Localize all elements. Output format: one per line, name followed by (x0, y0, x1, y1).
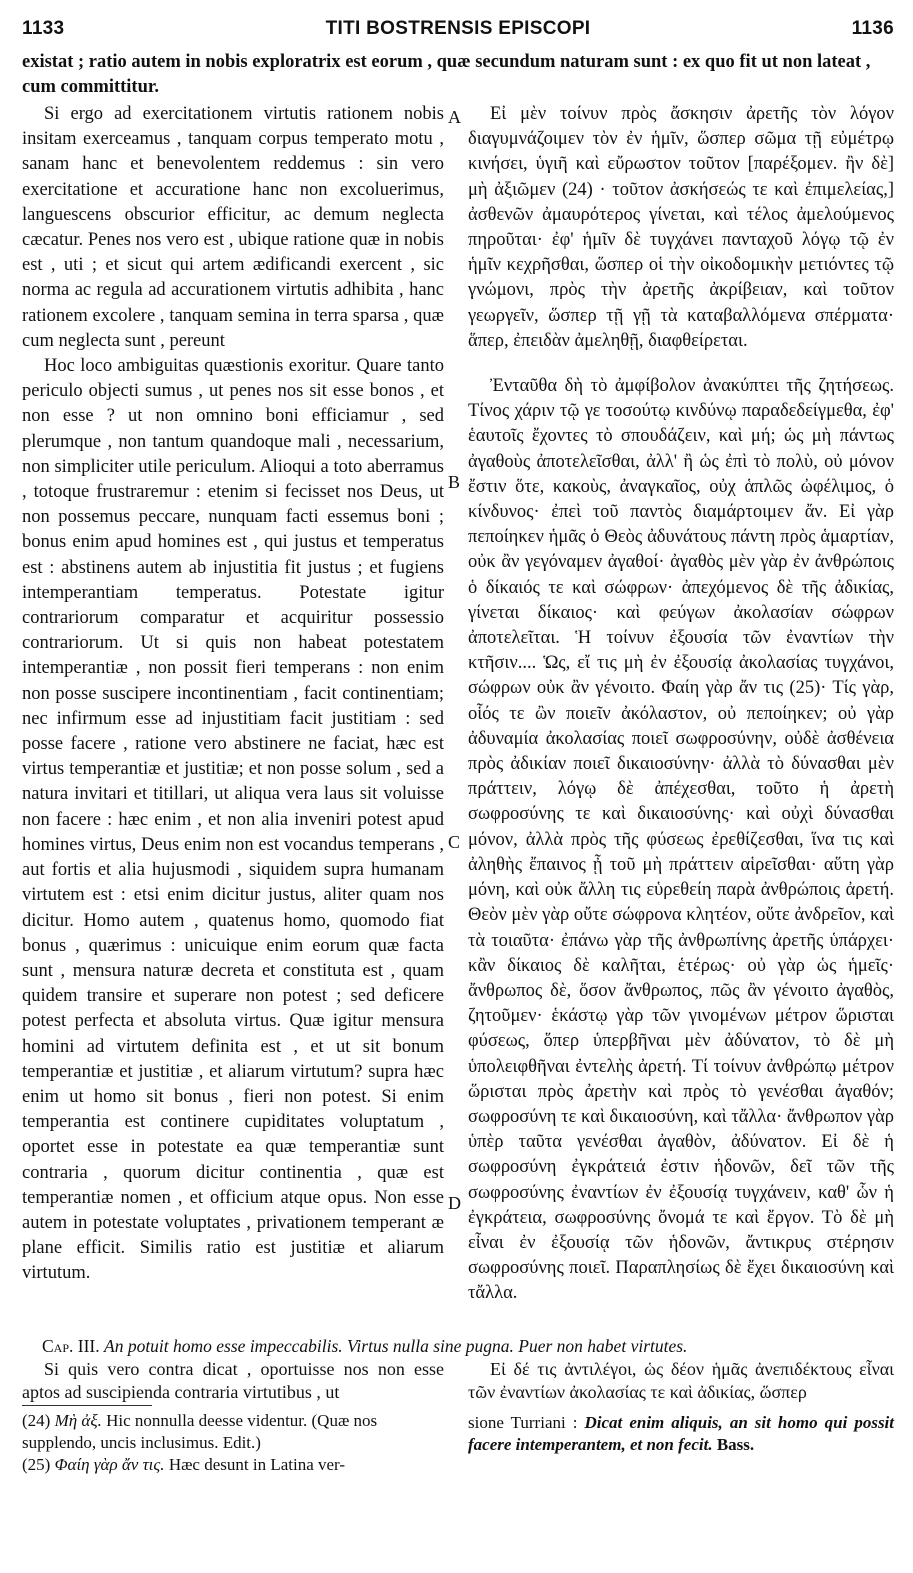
footnote-25-text: Hæc desunt in Latina ver- (168, 1455, 346, 1474)
greek-column (468, 102, 894, 1307)
chapter-label: Cap. III. (42, 1336, 100, 1356)
page-number-left: 1133 (22, 18, 65, 39)
greek-paragraph-1: Εἰ μὲν τοίνυν πρὸς ἄσκησιν ἀρετῆς τὸν λόγον διαγυμνάζοιμεν τὸν ἐν ἡμῖν, ὥσπερ σῶμα τῇ εὐμέτρῳ κινήσει, ὑγιῆ καὶ εὔρωστον τοῦτον [παρέξομεν. ἢν δὲ] μὴ ἀξιῶμεν (24) · τοῦτον ἀσκήσεώς τε καὶ ἐπιμελείας,] ἀσθενῶν ἀμαυρότερος γίνεται, καὶ τέλος ἀμελούμενος πηροῦται· ἐφ' ἡμῖν δὲ τυγχάνει πανταχοῦ λόγῳ τῷ ἐν ἡμῖν κεχρῆσθαι, ὥσπερ οἱ τὴν οἰκοδομικὴν μετιόντες τῷ γνώμονι, πρὸς τὴν ἀρετῆς ἀκρίβειαν, καὶ τοῦτον γεωργεῖν, ὥσπερ τῇ γῇ τὰ καταβαλλόμενα σπέρματα· ἅπερ, ἐπειδὰν ἀμεληθῇ, διαφθείρεται. (468, 104, 894, 351)
margin-letter-a: A (448, 107, 461, 127)
footnote-24-greek: Μὴ ἀξ. (54, 1411, 102, 1430)
latin-paragraph-1: Si ergo ad exercitationem virtutis rationem nobis insitam exerceamus , tanquam corpus temperato motu , sanam hanc et benevolentem reddemus : sin vero exercitatione et accuratione hanc non excoluerimus, languescens obscurior efficitur, ac demum neglecta cæcatur. Penes nos vero est , ubique ratione quæ in nobis est , uti ; et sicut qui artem ædificandi exercent , sic norma ac regula ad accurationem virtutis adhibita , hanc rationem excolere , tanquam semina in terra sparsa , quæ cum neglecta sunt , pereunt (22, 104, 444, 351)
margin-letter-b: B (448, 472, 461, 492)
footnotes-left (22, 1410, 452, 1476)
margin-letter-c: C (448, 832, 461, 852)
greek-after-caption (468, 1358, 894, 1404)
footnote-continuation: sione Turriani : (468, 1413, 578, 1432)
top-continuation-line: existat ; ratio autem in nobis exploratrix est eorum , quæ secundum naturam sunt : ex quo fit ut non lateat , cum committitur. (22, 52, 871, 97)
footnote-24-label: (24) (22, 1411, 51, 1430)
latin-column (22, 102, 444, 1287)
footnotes-right (468, 1412, 894, 1456)
greek-paragraph-2: Ἐνταῦθα δὴ τὸ ἀμφίβολον ἀνακύπτει τῆς ζητήσεως. Τίνος χάριν τῷ γε τοσούτῳ κινδύνῳ παραδεδείγμεθα, ἐφ' ἑαυτοῖς ἔχοντες τὸ σπουδάζειν, καὶ μή; ὡς μὴ πάντως ἀγαθοὺς ἀποτελεῖσθαι, ἀλλ' ἢ ὡς ἐπὶ τὸ πολὺ, οὐ μόνον ἔστιν ὅτε, κακοὺς, ἀναγκαῖος, οὐχ ἁπλῶς ὠφέλιμος, ὁ κίνδυνος· ἐπεὶ τοῦ παντὸς διαμάρτοιμεν ἄν. Εἰ γὰρ πεποίηκεν ἡμᾶς ὁ Θεὸς ἀδυνάτους πάντη πρὸς ἁμαρτίαν, οὐκ ἂν γεγόναμεν ἀγαθοί· ἀγαθὸς μὲν γὰρ ἐν ἀνθρώποις ὁ δίκαιός τε καὶ σώφρων· ἀπεχόμενος δὲ τῆς ἀδικίας, γίνεται δίκαιος· καὶ φεύγων ἀκολασίαν σώφρων ἀποτελεῖται. Ἡ τοίνυν ἐξουσία τῶν ἐναντίων τὴν κτῆσιν.... Ὡς, εἴ τις μὴ ἐν ἐξουσίᾳ ἀκολασίας τυγχάνοι, σώφρων οὐκ ἂν γένοιτο. Φαίη γὰρ ἄν τις (25)· Τίς γὰρ, οἷός τε ὢν ποιεῖν ἀκόλαστον, οὐ πεποίηκεν; οὐ γὰρ ἀδυναμία ἀκολασίας ποιεῖ σωφροσύνην, οὐδὲ ἀσθένεια πρὸς ἀδικίαν ποιεῖ δικαιοσύνην· ἀλλὰ τὸ δύνασθαι μὲν πράττειν, λόγῳ δὲ ἀπέχεσθαι, τοῦτο ἡ ἀρετὴ σωφροσύνης τε καὶ δικαιοσύνης· καὶ οὐχὶ δύνασθαι μόνον, ἀλλὰ πρὸς τῆς φύσεως ἐρεθίζεσθαι, ἵνα τις καὶ ἀληθὴς ἔπαινος ᾖ τοῦ μὴ πράττειν αἱρεῖσθαι· αὕτη γὰρ μόνη, καὶ οὐκ ἄλλη τις εὑρεθείη παρὰ ἀνθρώποις ἀρετή. Θεὸν μὲν γὰρ οὔτε σώφρονα κλητέον, οὔτε ἀνδρεῖον, καὶ τὰ τοιαῦτα· ἐπάνω γὰρ τῆς ἀνθρωπίνης ἀρετῆς ὑπάρχει· κἂν δίκαιος δὲ καλῆται, ἑτέρως· οὐ γὰρ ὡς ἡμεῖς· ἄνθρωπος δὲ, ὅσον ἄνθρωπος, πῶς ἂν γένοιτο ἀγαθὸς, ζητοῦμεν· ἑκάστῳ γὰρ τῶν γινομένων μέτρον ὥρισται φύσεως, ὅπερ ὑπερβῆναι μὲν ἀδύνατον, τὸ δὲ μὴ ὑπολειφθῆναι ἐντελὴς ἀρετή. Τί τοίνυν ἀνθρώπῳ μέτρον ὥρισται πρὸς ἀρετὴν καὶ πρὸς τὸ γενέσθαι ἀγαθόν; σωφροσύνη τε καὶ δικαιοσύνη, καὶ τἄλλα· ἄνθρωπον γὰρ ὑπὲρ ταῦτα γενέσθαι ἀγαθὸν, ἀδύνατον. Εἰ δὲ ἡ σωφροσύνη ἐγκράτειά ἐστιν ἡδονῶν, δεῖ τῶν τῆς σωφροσύνης ἐναντίων ἐν ἐξουσίᾳ τυγχάνειν, καθ' ὧν ἡ ἐγκράτεια, σωφροσύνης ὄνομά τε καὶ ἔργον. Τὸ δὲ μὴ εἶναι ἐν ἐξουσίᾳ τῶν ἡδονῶν, ἄντικρυς στέρησιν σωφροσύνης ποιεῖ. Παραπλησίως δὲ ἔχει δικαιοσύνη καὶ τἄλλα. (468, 376, 894, 1304)
page-number-right: 1136 (851, 18, 894, 39)
chapter-caption (42, 1334, 892, 1358)
latin-paragraph-3: Si quis vero contra dicat , oportuisse nos non esse aptos ad suscipienda contraria virtutibus , ut (22, 1359, 444, 1402)
footnote-rule (22, 1405, 152, 1406)
chapter-summary: An potuit homo esse impeccabilis. Virtus nulla sine pugna. Puer non habet virtutes. (104, 1336, 688, 1356)
latin-paragraph-2: Hoc loco ambiguitas quæstionis exoritur. Quare tanto periculo objecti sumus , ut penes nos sit esse bonos , et non esse ? ut non omnino boni efficiamur , sed plerumque , non tantum quandoque mali , necessarium, non simpliciter utile periculum. Alioqui a toto aberramus , totoque frustraremur : etenim si fecisset nos Deus, ut non possemus peccare, nunquam facti essemus boni ; bonus enim apud homines est , qui justus et temperatus est : abstinens autem ab injustitia fit justus ; et fugiens intemperantiam temperatus. Potestate igitur contrariorum comparatur et acquiritur possessio contrariorum. Ut si quis non habeat potestatem intemperantiæ , non possit fieri temperans : non enim non posse suscipere incontinentiam , facit continentiam; nec infirmum esse ad injustitiam facit justitiam : sed posse facere , ratione vero abstinere ne faciat, hæc est virtus temperantiæ et justitiæ; et non posse solum , sed a natura invitari et titillari, ut aliqua vera laus sit voluisse non facere : hæc enim , et non alia inveniri potest apud homines virtus, Deus enim non est vocandus temperans , aut fortis et alia hujusmodi , siquidem supra humanam virtutem est : etsi enim dicitur justus, aliter quam nos dicitur. Homo autem , quatenus homo, quomodo fiat bonus , quærimus : unicuique enim eorum quæ facta sunt , mensura naturæ decreta et constituta est , quam quidem transire et superare non potest ; sed deficere potest perfecta et absoluta virtus. Quæ igitur mensura homini ad virtutem definita est , et ut sit bonum temperantiæ et justitiæ , et aliarum virtutum? supra hæc enim ut homo sit bonus , fieri non potest. Si enim temperantia est continere cupiditates voluptatum , oportet esse in potestate ea quæ temperantiæ sunt contraria , quorum dicitur continentia , quæ est temperantiæ nomen , et officium atque opus. Non esse autem in potestate voluptates , privationem temperant æ plane efficit. Similis ratio est justitiæ et aliarum virtutum. (22, 356, 444, 1284)
footnote-25-label: (25) (22, 1455, 51, 1474)
footnote-24-text: Hic nonnulla deesse videntur. (Quæ nos supplendo, uncis inclusimus. Edit.) (22, 1411, 378, 1452)
footnote-quote: Dicat enim aliquis, an sit homo qui possit facere intemperantem, et non fecit. (468, 1413, 894, 1454)
running-title: TITI BOSTRENSIS EPISCOPI (325, 18, 591, 39)
footnote-25 (22, 1454, 452, 1476)
greek-paragraph-3: Εἰ δέ τις ἀντιλέγοι, ὡς δέον ἡμᾶς ἀνεπιδέκτους εἶναι τῶν ἐναντίων ἀκολασίας τε καὶ ἀδικίας, ὥσπερ (468, 1359, 894, 1402)
footnote-25-greek: Φαίη γὰρ ἄν τις. (54, 1455, 165, 1474)
footnote-24 (22, 1410, 452, 1454)
page-header (22, 18, 894, 44)
latin-after-caption (22, 1358, 444, 1404)
footnote-attribution: Bass. (716, 1435, 755, 1454)
margin-letter-d: D (448, 1193, 461, 1213)
